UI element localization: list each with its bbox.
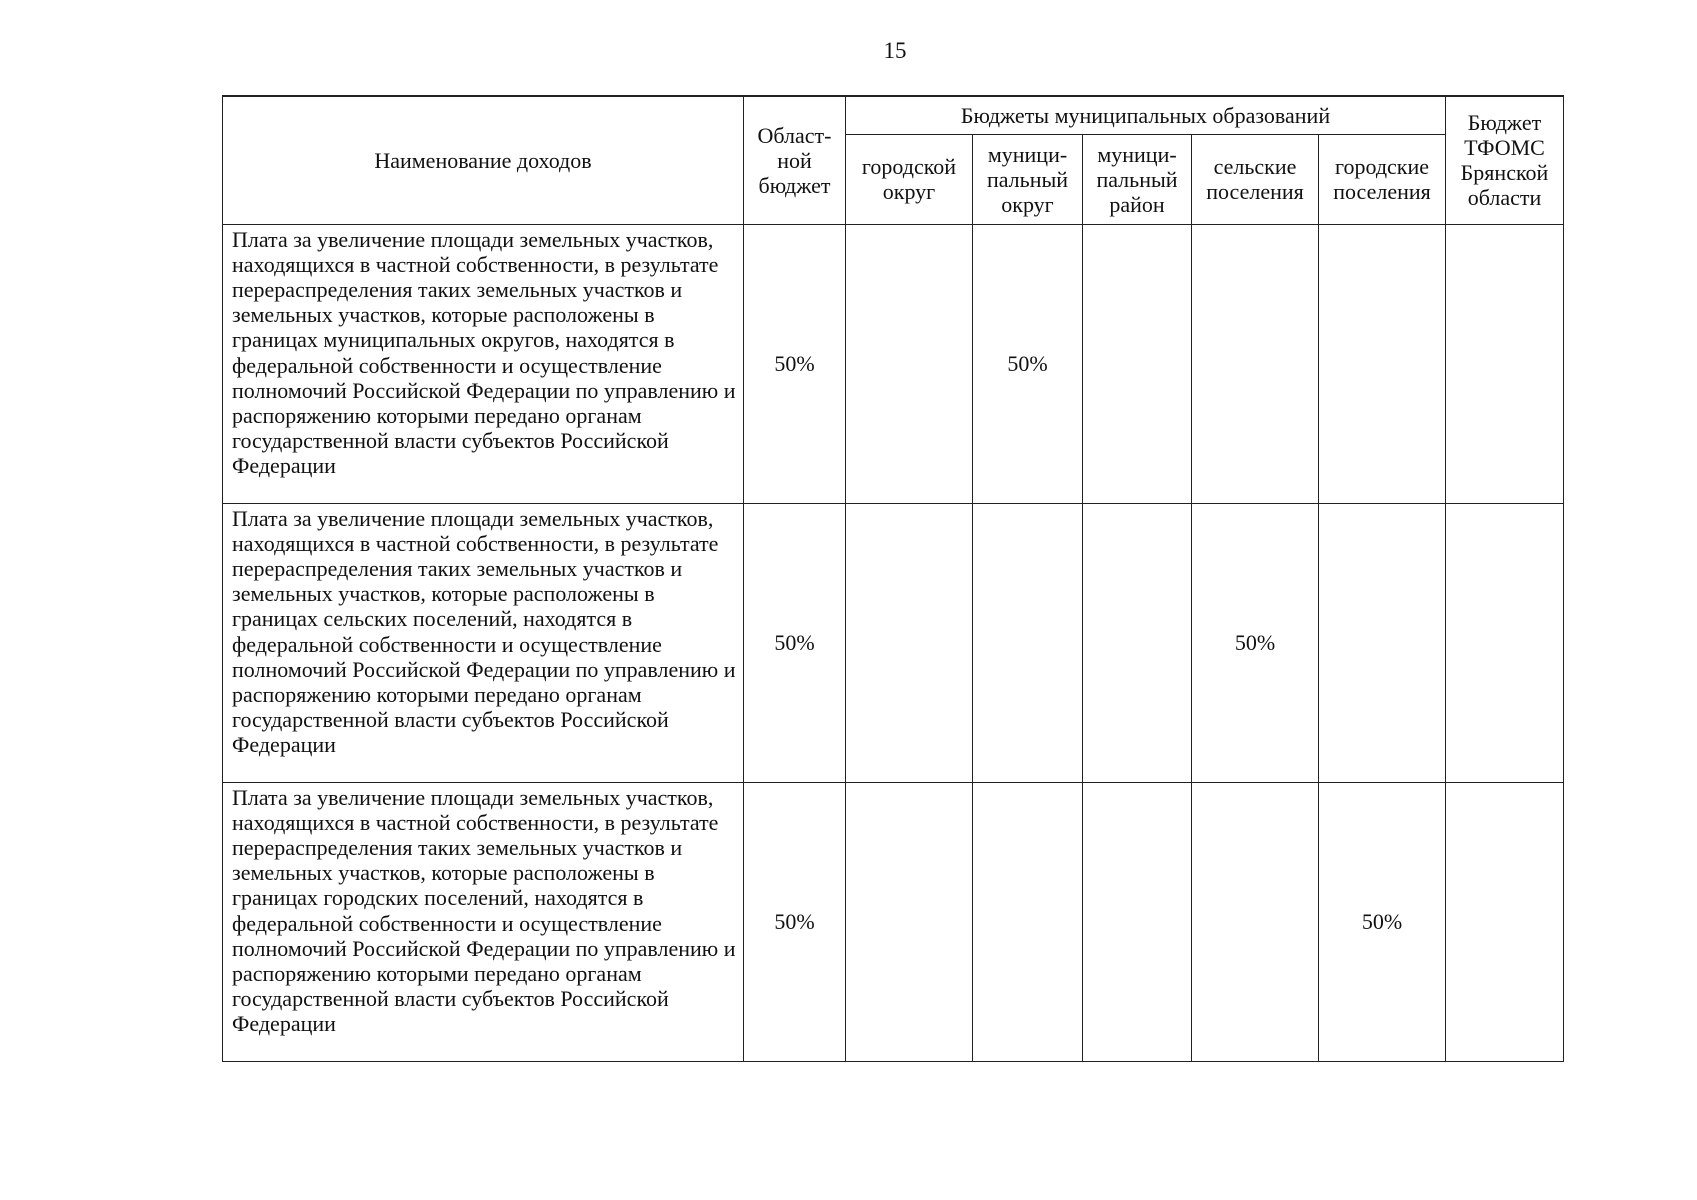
municipalny-okrug-share-cell: [973, 782, 1083, 1061]
income-name-cell: Плата за увеличение площади земельных участков, находящихся в частной собственности, в результате перераспределения таких земельных участков и земельных участков, которые расположены в границах сельских поселений, находятся в федеральной собственности и осуществление полномочий Российской Федерации по управлению и распоряжению которыми передано органам государственной власти субъектов Российской Федерации: [223, 503, 744, 782]
municipalny-rayon-share-cell: [1083, 503, 1192, 782]
gorodskoy-okrug-share-cell: [846, 503, 973, 782]
selskie-share-cell: 50%: [1192, 503, 1319, 782]
header-gorodskie-poseleniya: городские поселения: [1319, 134, 1446, 224]
income-name-cell: Плата за увеличение площади земельных участков, находящихся в частной собственности, в результате перераспределения таких земельных участков и земельных участков, которые расположены в границах муниципальных округов, находятся в федеральной собственности и осуществление полномочий Российской Федерации по управлению и распоряжению которыми передано органам государственной власти субъектов Российской Федерации: [223, 224, 744, 503]
income-distribution-table: [222, 95, 1564, 1062]
oblast-share-cell: 50%: [744, 224, 846, 503]
header-municipalny-okrug: муници- пальный округ: [973, 134, 1083, 224]
oblast-share-cell: 50%: [744, 503, 846, 782]
municipalny-okrug-share-cell: 50%: [973, 224, 1083, 503]
tfoms-share-cell: [1446, 224, 1564, 503]
municipalny-rayon-share-cell: [1083, 782, 1192, 1061]
income-name-cell: Плата за увеличение площади земельных участков, находящихся в частной собственности, в результате перераспределения таких земельных участков и земельных участков, которые расположены в границах городских поселений, находятся в федеральной собственности и осуществление полномочий Российской Федерации по управлению и распоряжению которыми передано органам государственной власти субъектов Российской Федерации: [223, 782, 744, 1061]
header-municipal-budgets: Бюджеты муниципальных образований: [846, 96, 1446, 134]
header-selskie-poseleniya: сельские поселения: [1192, 134, 1319, 224]
gorodskie-share-cell: 50%: [1319, 782, 1446, 1061]
gorodskoy-okrug-share-cell: [846, 782, 973, 1061]
gorodskie-share-cell: [1319, 503, 1446, 782]
municipalny-okrug-share-cell: [973, 503, 1083, 782]
header-gorodskoy-okrug: городской округ: [846, 134, 973, 224]
header-oblast-budget: Област- ной бюджет: [744, 96, 846, 224]
municipalny-rayon-share-cell: [1083, 224, 1192, 503]
gorodskie-share-cell: [1319, 224, 1446, 503]
table-row: [223, 782, 1564, 1061]
table-row: [223, 503, 1564, 782]
tfoms-share-cell: [1446, 782, 1564, 1061]
header-tfoms-budget: Бюджет ТФОМС Брянской области: [1446, 96, 1564, 224]
gorodskoy-okrug-share-cell: [846, 224, 973, 503]
oblast-share-cell: 50%: [744, 782, 846, 1061]
page-number: 15: [883, 38, 907, 63]
header-municipalny-rayon: муници- пальный район: [1083, 134, 1192, 224]
tfoms-share-cell: [1446, 503, 1564, 782]
header-income-name: Наименование доходов: [223, 96, 744, 224]
selskie-share-cell: [1192, 782, 1319, 1061]
selskie-share-cell: [1192, 224, 1319, 503]
table-row: [223, 224, 1564, 503]
